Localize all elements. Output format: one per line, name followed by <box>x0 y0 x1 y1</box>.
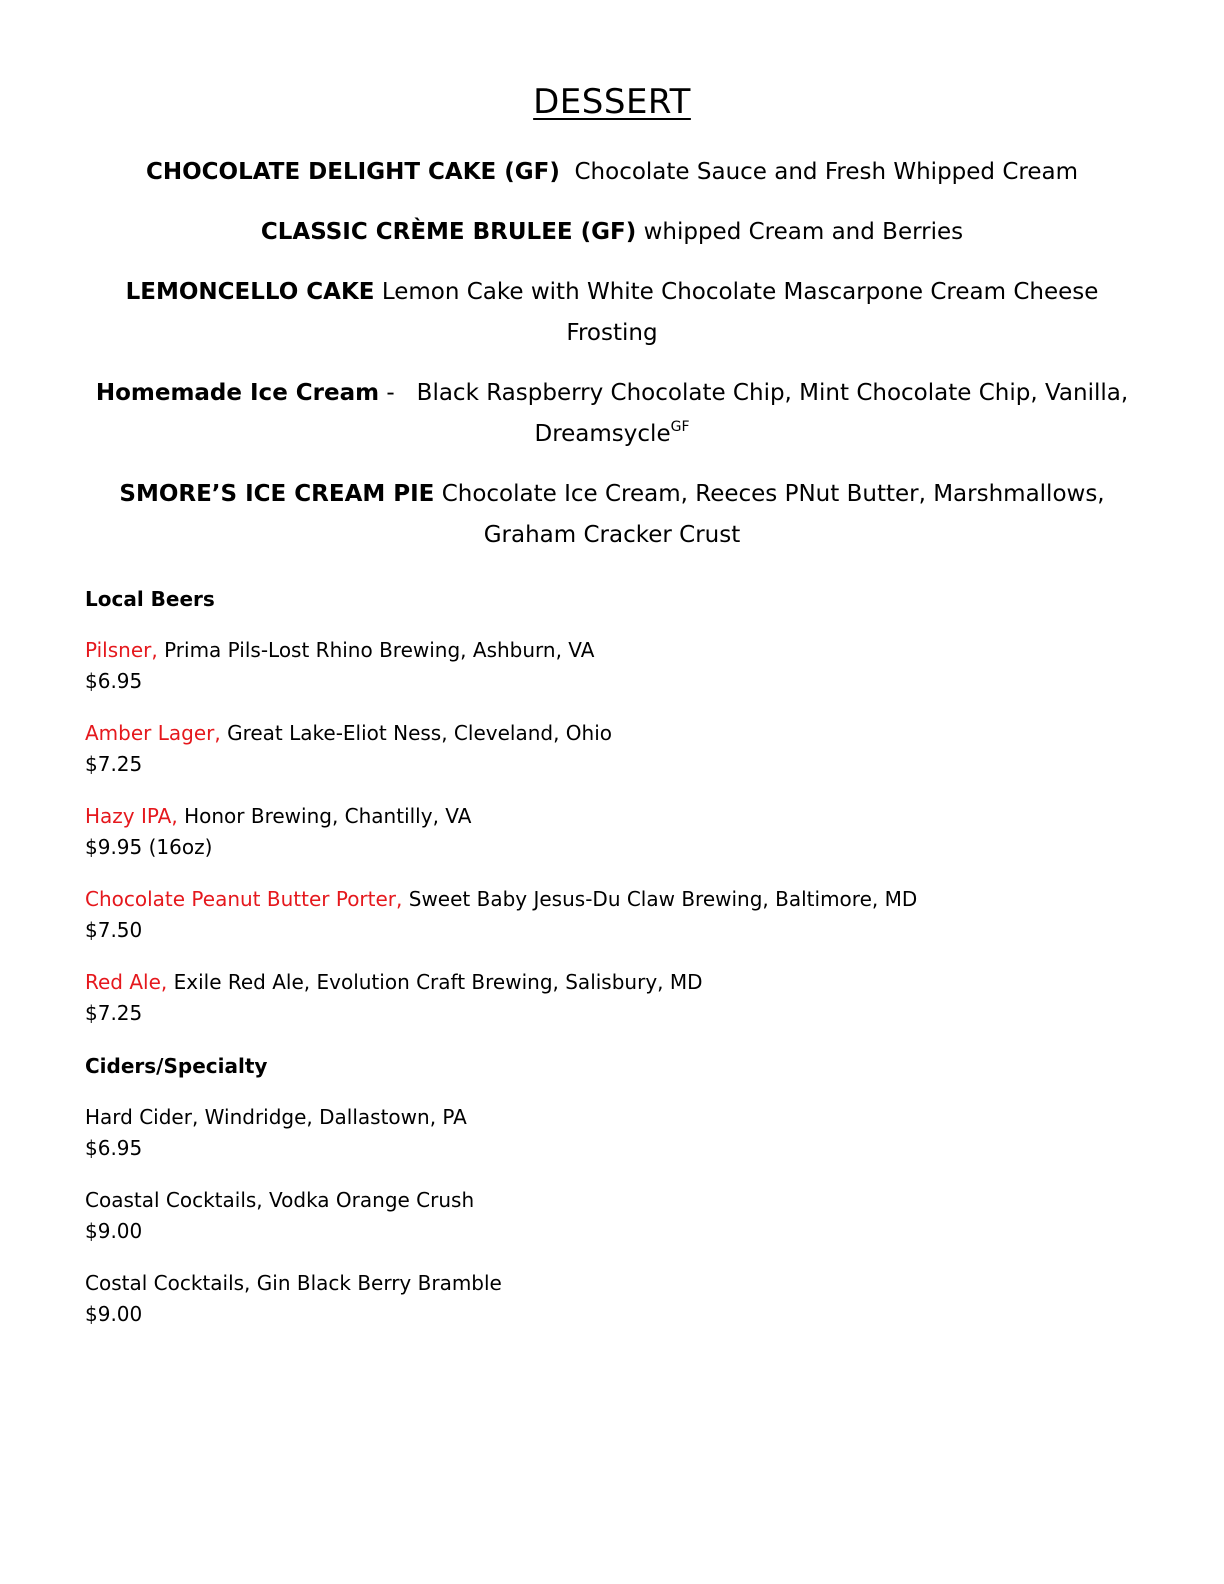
dessert-description: Black Raspberry Chocolate Chip, Mint Chocolate Chip, Vanilla, Dreamsycle <box>416 380 1129 447</box>
beer-style: Chocolate Peanut Butter Porter, <box>85 887 403 911</box>
dessert-description: Chocolate Ice Cream, Reeces PNut Butter, Marshmallows, Graham Cracker Crust <box>441 481 1105 548</box>
cider-item <box>85 1102 1135 1164</box>
cider-description: Costal Cocktails, Gin Black Berry Bramble <box>85 1271 502 1295</box>
dessert-name: Homemade Ice Cream <box>95 380 380 406</box>
gluten-free-mark: GF <box>670 419 690 435</box>
beer-description: Prima Pils-Lost Rhino Brewing, Ashburn, VA <box>164 638 595 662</box>
cider-price: $9.00 <box>85 1302 143 1326</box>
beer-price: $7.25 <box>85 1001 143 1025</box>
beer-style: Amber Lager, <box>85 721 221 745</box>
cider-price: $6.95 <box>85 1136 143 1160</box>
beer-item <box>85 967 1135 1029</box>
beer-description: Sweet Baby Jesus-Du Claw Brewing, Baltimore, MD <box>408 887 918 911</box>
beer-item <box>85 884 1135 946</box>
cider-price: $9.00 <box>85 1219 143 1243</box>
dessert-description: whipped Cream and Berries <box>643 219 964 245</box>
cider-item <box>85 1268 1135 1330</box>
beer-description: Great Lake-Eliot Ness, Cleveland, Ohio <box>227 721 613 745</box>
dessert-description: Chocolate Sauce and Fresh Whipped Cream <box>574 159 1078 185</box>
dessert-item-smores-ice-cream-pie <box>90 474 1134 556</box>
local-beers-heading: Local Beers <box>85 587 215 611</box>
beer-item <box>85 801 1135 863</box>
beer-item <box>85 718 1135 780</box>
dessert-list <box>90 152 1134 575</box>
beer-style: Pilsner, <box>85 638 158 662</box>
dessert-item-creme-brulee <box>90 212 1134 253</box>
dessert-item-lemoncello-cake <box>90 272 1134 354</box>
dessert-item-chocolate-delight-cake <box>90 152 1134 193</box>
drinks-section <box>85 583 1135 1351</box>
ciders-heading: Ciders/Specialty <box>85 1054 268 1078</box>
dessert-name: CLASSIC CRÈME BRULEE (GF) <box>260 219 637 245</box>
beer-style: Red Ale, <box>85 970 168 994</box>
beer-price: $7.50 <box>85 918 143 942</box>
dessert-item-homemade-ice-cream <box>90 373 1134 455</box>
dessert-separator: - <box>386 380 395 406</box>
dessert-name: SMORE’S ICE CREAM PIE <box>119 481 435 507</box>
beer-description: Exile Red Ale, Evolution Craft Brewing, Salisbury, MD <box>173 970 703 994</box>
dessert-name: LEMONCELLO CAKE <box>125 279 375 305</box>
beer-description: Honor Brewing, Chantilly, VA <box>184 804 472 828</box>
beer-item <box>85 635 1135 697</box>
beer-style: Hazy IPA, <box>85 804 178 828</box>
cider-description: Coastal Cocktails, Vodka Orange Crush <box>85 1188 475 1212</box>
cider-description: Hard Cider, Windridge, Dallastown, PA <box>85 1105 467 1129</box>
beer-price: $7.25 <box>85 752 143 776</box>
beer-price: $6.95 <box>85 669 143 693</box>
beer-price: $9.95 (16oz) <box>85 835 213 859</box>
dessert-description: Lemon Cake with White Chocolate Mascarpone Cream Cheese Frosting <box>381 279 1099 346</box>
dessert-name: CHOCOLATE DELIGHT CAKE (GF) <box>145 159 560 185</box>
page-title: DESSERT <box>533 82 691 122</box>
cider-item <box>85 1185 1135 1247</box>
